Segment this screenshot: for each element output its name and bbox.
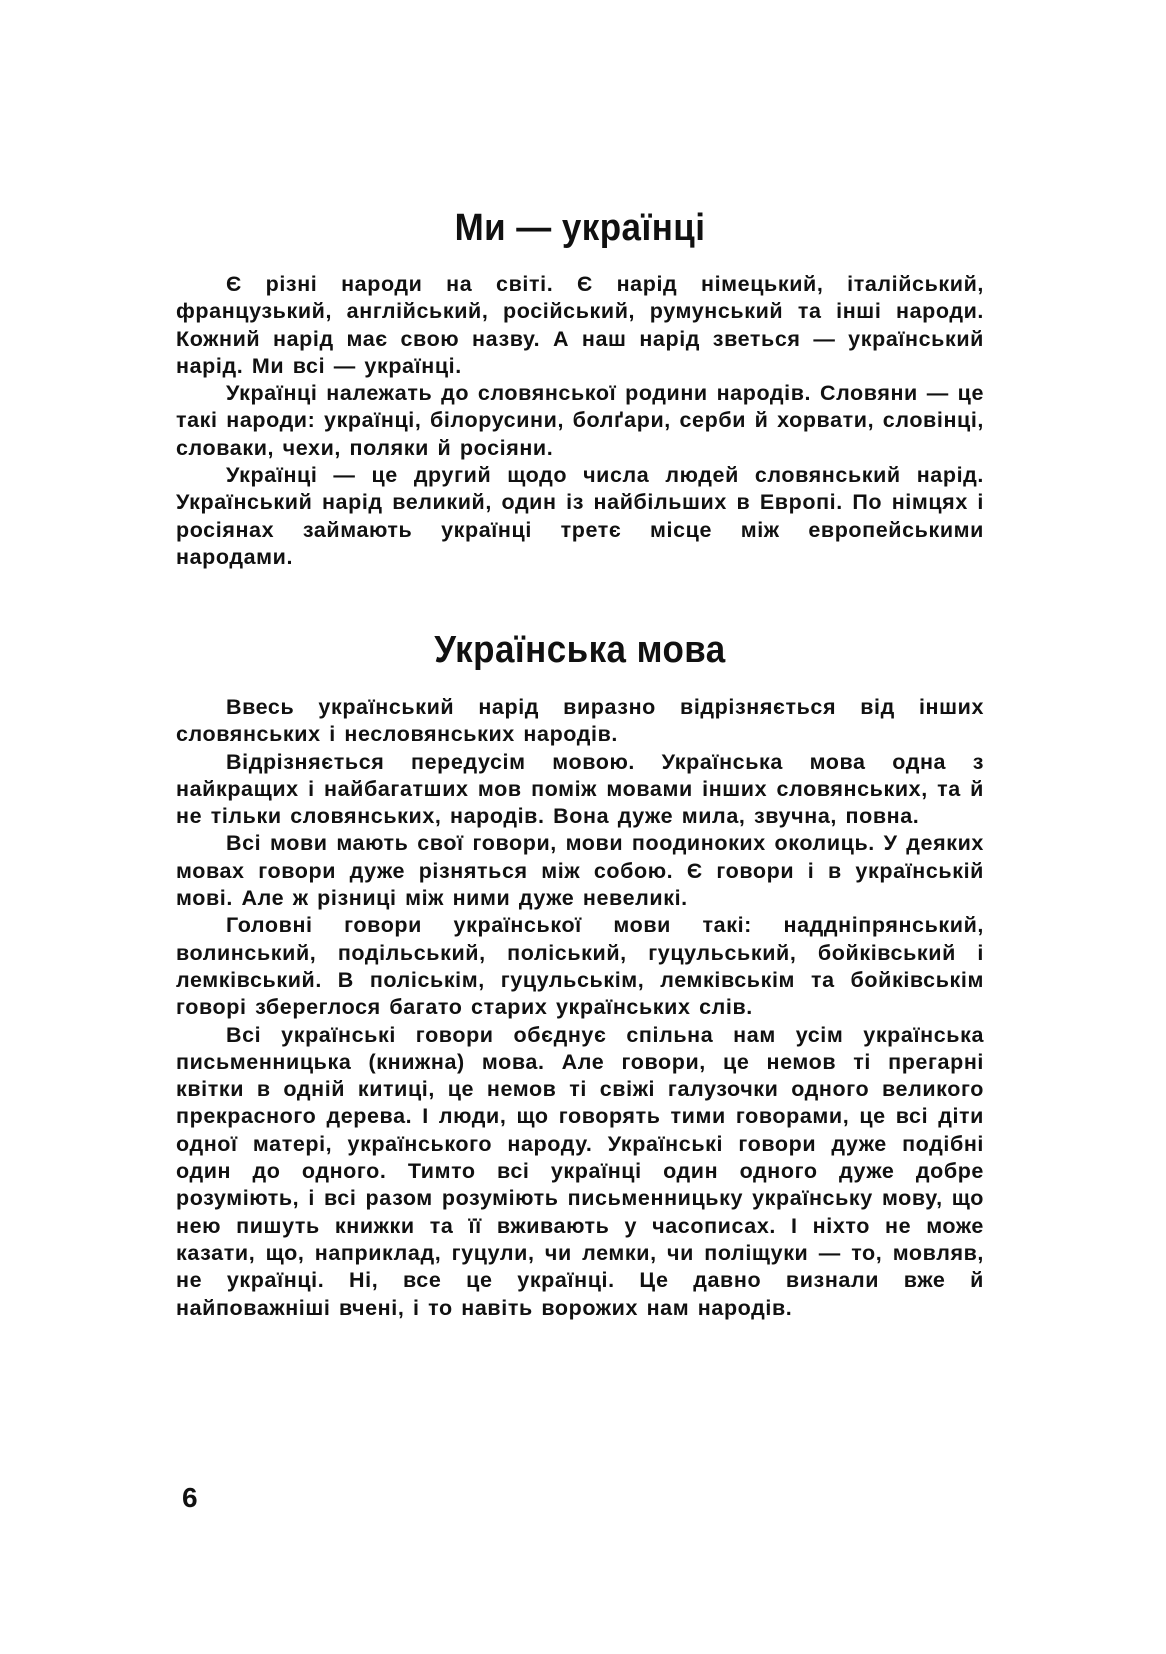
paragraph: Українці — це другий щодо числа людей словянський нарід. Український нарід великий, один із найбільших в Европі. По німцях і росіянах займають українці третє місце між европейськими народами. [176, 463, 984, 569]
paragraph: Ввесь український нарід виразно відрізняється від інших словянських і несловянських народів. [176, 695, 984, 747]
page-number: 6 [182, 1482, 198, 1513]
paragraph: Всі мови мають свої говори, мови поодиноких околиць. У деяких мовах говори дуже різняться між собою. Є говори і в українській мові. Але ж різниці між ними дуже невеликі. [176, 831, 984, 911]
section-title-ukrainian-language: Українська мова [434, 629, 726, 671]
paragraph: Всі українські говори обєднує спільна нам усім українська письменницька (книжна) мова. Але говори, це немов ті прегарні квітки в одній китиці, це немов ті свіжі галузочки одного великого прекрасного дерева. І люди, що говорять тими говорами, це всі діти одної матері, українського народу. Українські говори дуже подібні один до одного. Тимто всі українці один одного дуже добре розуміють, і всі разом розуміють письменницьку українську мову, що нею пишуть книжки та її вживають у часописах. І ніхто не може казати, що, наприклад, гуцули, чи лемки, чи поліщуки — то, мовляв, не українці. Ні, все це українці. Це давно визнали вже й найповажніші вчені, і то навіть ворожих нам народів. [176, 1022, 984, 1320]
section-body-ukrainian-language [176, 694, 984, 1322]
paragraph: Відрізняється передусім мовою. Українська мова одна з найкращих і найбагатших мов поміж мовами інших словянських, та й не тільки словянських, народів. Вона дуже мила, звучна, повна. [176, 749, 984, 829]
section-body-ukrainians [176, 271, 984, 571]
paragraph: Українці належать до словянської родини народів. Словяни — це такі народи: українці, білорусини, болґари, серби й хорвати, словінці, словаки, чехи, поляки й росіяни. [176, 381, 984, 460]
section-title-ukrainians: Ми — українці [454, 207, 706, 249]
paragraph: Головні говори української мови такі: наддніпрянський, волинський, подільський, поліський, гуцульський, бойківський і лемківський. В поліськім, гуцульськім, лемківськім та бойківськім говорі збереглося багато старих українських слів. [176, 913, 984, 1020]
paragraph: Є різні народи на світі. Є нарід німецький, італійський, французький, англійський, російський, румунський та інші народи. Кожний нарід має свою назву. А наш нарід зветься — український нарід. Ми всі — українці. [176, 272, 984, 378]
